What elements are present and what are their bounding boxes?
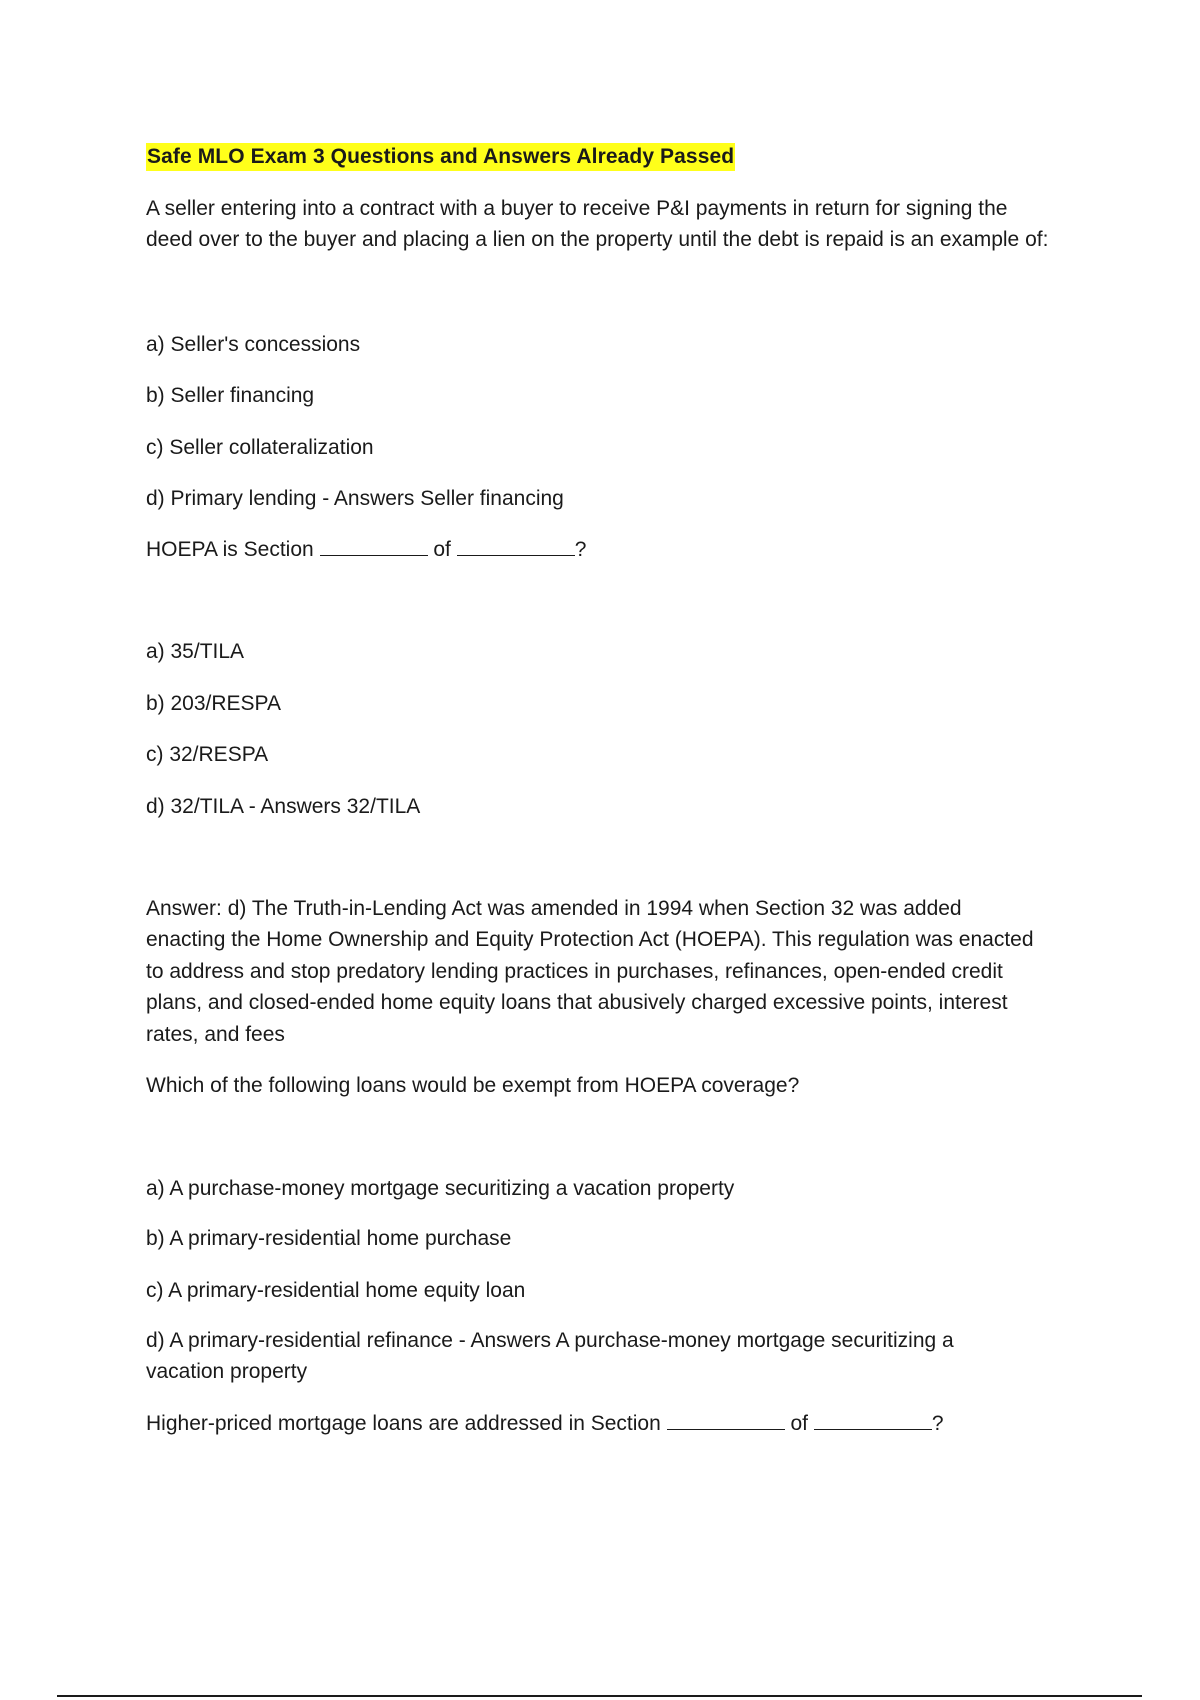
document-title: Safe MLO Exam 3 Questions and Answers Already Passed <box>146 143 735 171</box>
q2-stem-mid: of <box>433 538 451 561</box>
q2-stem-end: ? <box>574 538 587 561</box>
q2-blank-1 <box>320 537 428 556</box>
q2-stem <box>146 534 586 565</box>
q3-option-c: c) A primary-residential home equity loan <box>146 1279 526 1302</box>
q4-blank-2 <box>814 1411 932 1430</box>
q3-option-a: a) A purchase-money mortgage securitizing a vacation property <box>146 1177 735 1200</box>
q2-explanation-line-5: rates, and fees <box>146 1023 285 1046</box>
q3-option-d-line-2: vacation property <box>146 1360 308 1383</box>
q4-stem-mid: of <box>790 1412 808 1435</box>
q1-option-a: a) Seller's concessions <box>146 333 361 356</box>
q2-explanation-line-1: Answer: d) The Truth-in-Lending Act was amended in 1994 when Section 32 was added <box>146 897 962 920</box>
q2-option-d: d) 32/TILA - Answers 32/TILA <box>146 795 421 818</box>
q2-option-c: c) 32/RESPA <box>146 743 269 766</box>
q1-option-d: d) Primary lending - Answers Seller financing <box>146 487 564 510</box>
page-bottom-rule <box>57 1695 1142 1697</box>
q1-stem-line-2: deed over to the buyer and placing a lien on the property until the debt is repaid is an example of: <box>146 228 1049 251</box>
q3-option-b: b) A primary-residential home purchase <box>146 1227 512 1250</box>
q3-option-d-line-1: d) A primary-residential refinance - Answers A purchase-money mortgage securitizing a <box>146 1329 954 1352</box>
q4-blank-1 <box>667 1411 785 1430</box>
q4-stem <box>146 1408 944 1439</box>
q4-stem-start: Higher-priced mortgage loans are addressed in Section <box>146 1412 661 1435</box>
q2-stem-start: HOEPA is Section <box>146 538 314 561</box>
q2-explanation-line-2: enacting the Home Ownership and Equity Protection Act (HOEPA). This regulation was enacted <box>146 928 1034 951</box>
q2-option-a: a) 35/TILA <box>146 640 245 663</box>
q1-stem-line-1: A seller entering into a contract with a buyer to receive P&I payments in return for signing the <box>146 197 1008 220</box>
q2-explanation-line-3: to address and stop predatory lending practices in purchases, refinances, open-ended credit <box>146 960 1003 983</box>
q1-option-c: c) Seller collateralization <box>146 436 374 459</box>
q3-stem: Which of the following loans would be exempt from HOEPA coverage? <box>146 1074 800 1097</box>
q4-stem-end: ? <box>931 1412 944 1435</box>
q2-option-b: b) 203/RESPA <box>146 692 282 715</box>
q1-option-b: b) Seller financing <box>146 384 315 407</box>
q2-explanation-line-4: plans, and closed-ended home equity loans that abusively charged excessive points, interest <box>146 991 1008 1014</box>
document-page <box>146 0 1096 1700</box>
q2-blank-2 <box>457 537 575 556</box>
